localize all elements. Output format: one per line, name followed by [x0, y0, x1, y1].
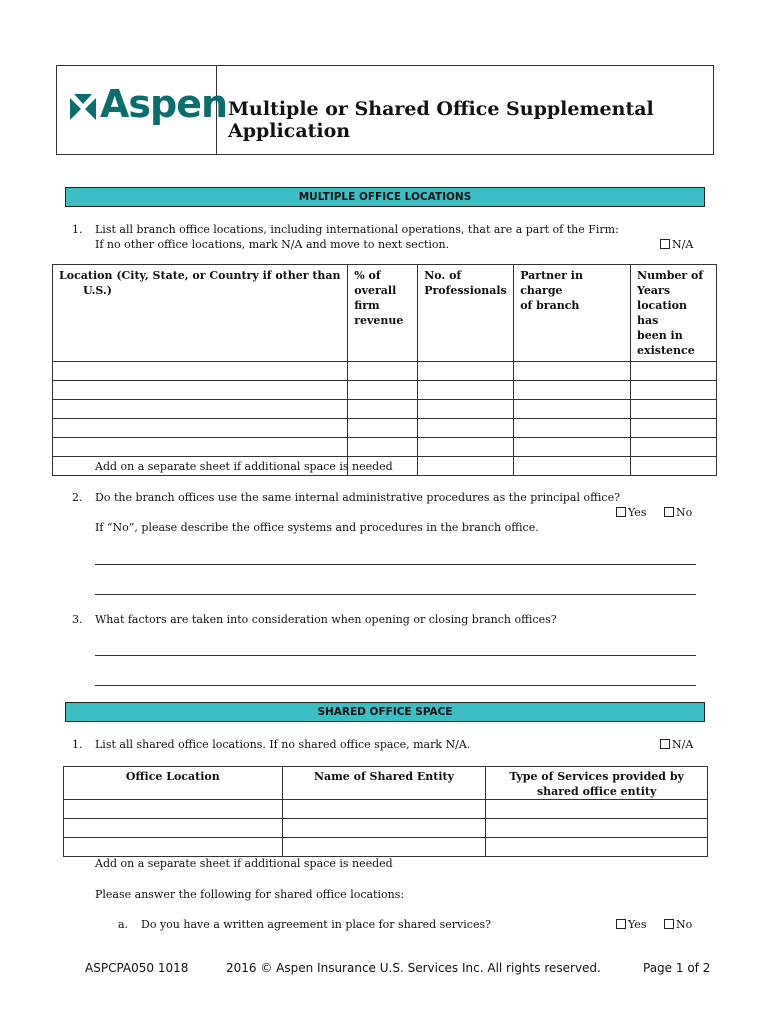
table-row — [64, 800, 708, 819]
table-cell[interactable] — [418, 381, 514, 400]
checkbox-icon — [664, 919, 674, 929]
table-cell[interactable] — [631, 362, 717, 381]
yes-label: Yes — [628, 918, 647, 931]
table-cell[interactable] — [486, 819, 708, 838]
table-header-row — [64, 767, 708, 800]
checkbox-icon — [616, 919, 626, 929]
page-title: Multiple or Shared Office Supplemental Application — [228, 98, 654, 142]
yes-checkbox-qa[interactable] — [616, 918, 646, 932]
col-partner-1: Partner in charge — [520, 269, 583, 297]
table-cell[interactable] — [418, 457, 514, 476]
col-location-cont: U.S.) — [83, 284, 112, 297]
table-cell[interactable] — [282, 800, 486, 819]
table-row — [64, 838, 708, 857]
logo-text: Aspen — [100, 82, 228, 126]
shared-office-table — [63, 766, 708, 857]
answer-line[interactable] — [95, 655, 696, 656]
col-partner-2: of branch — [520, 299, 580, 312]
col-years-1: Number of — [637, 269, 704, 282]
table-cell[interactable] — [514, 362, 631, 381]
q1-number: 1. — [72, 223, 83, 236]
page-number: Page 1 of 2 — [643, 961, 711, 975]
table-cell[interactable] — [348, 400, 418, 419]
table-cell[interactable] — [418, 419, 514, 438]
no-label: No — [676, 918, 693, 931]
col-years-2: Years — [637, 284, 671, 297]
table-cell[interactable] — [486, 838, 708, 857]
answer-line[interactable] — [95, 594, 696, 595]
table-cell[interactable] — [53, 362, 348, 381]
s2-q1-text: List all shared office locations. If no shared office space, mark N/A. — [95, 738, 471, 751]
col-shared-entity: Name of Shared Entity — [282, 767, 486, 800]
col-revenue-3: firm — [354, 299, 380, 312]
copyright: 2016 © Aspen Insurance U.S. Services Inc. All rights reserved. — [226, 961, 601, 975]
col-years-5: existence — [637, 344, 695, 357]
answer-line[interactable] — [95, 564, 696, 565]
no-checkbox-q2[interactable] — [664, 506, 692, 520]
section-heading-multiple-office: MULTIPLE OFFICE LOCATIONS — [65, 187, 705, 207]
table-row — [53, 362, 717, 381]
col-years-3: location has — [637, 299, 687, 327]
na-label: N/A — [672, 738, 694, 751]
table-cell[interactable] — [514, 400, 631, 419]
table-cell[interactable] — [348, 381, 418, 400]
table-cell[interactable] — [514, 419, 631, 438]
table-cell[interactable] — [53, 400, 348, 419]
checkbox-icon — [664, 507, 674, 517]
table-cell[interactable] — [53, 381, 348, 400]
table-cell[interactable] — [418, 438, 514, 457]
table-cell[interactable] — [418, 400, 514, 419]
answer-line[interactable] — [95, 685, 696, 686]
col-revenue-2: overall — [354, 284, 397, 297]
na-checkbox-2[interactable] — [660, 738, 693, 752]
qa-text: Do you have a written agreement in place for shared services? — [141, 918, 492, 931]
no-checkbox-qa[interactable] — [664, 918, 692, 932]
table-cell[interactable] — [486, 800, 708, 819]
table-cell[interactable] — [514, 381, 631, 400]
table-cell[interactable] — [514, 457, 631, 476]
col-services-2: shared office entity — [536, 785, 657, 798]
table-row — [53, 400, 717, 419]
checkbox-icon — [660, 239, 670, 249]
add-sheet-note-2: Add on a separate sheet if additional space is needed — [95, 857, 393, 870]
table-cell[interactable] — [631, 438, 717, 457]
q1-instruction: If no other office locations, mark N/A and move to next section. — [95, 238, 450, 251]
checkbox-icon — [660, 739, 670, 749]
table-row — [53, 419, 717, 438]
branch-locations-table — [52, 264, 717, 476]
yes-checkbox-q2[interactable] — [616, 506, 646, 520]
s2-q1-number: 1. — [72, 738, 83, 751]
col-professionals-1: No. of — [424, 269, 462, 282]
table-cell[interactable] — [282, 819, 486, 838]
table-cell[interactable] — [282, 838, 486, 857]
col-location: Location (City, State, or Country if other than — [59, 269, 341, 282]
table-cell[interactable] — [631, 457, 717, 476]
table-cell[interactable] — [631, 400, 717, 419]
table-row — [53, 438, 717, 457]
table-cell[interactable] — [514, 438, 631, 457]
leaf-icon — [68, 92, 98, 126]
col-revenue-1: % of — [354, 269, 381, 282]
q1-text: List all branch office locations, including international operations, that are a part of the Firm: — [95, 223, 619, 236]
q2-followup: If “No”, please describe the office systems and procedures in the branch office. — [95, 521, 539, 534]
table-cell[interactable] — [348, 419, 418, 438]
q3-number: 3. — [72, 613, 83, 626]
table-cell[interactable] — [631, 381, 717, 400]
col-services-1: Type of Services provided by — [509, 770, 684, 783]
table-row — [64, 819, 708, 838]
please-answer-text: Please answer the following for shared office locations: — [95, 888, 405, 901]
form-id: ASPCPA050 1018 — [85, 961, 189, 975]
q3-text: What factors are taken into consideration when opening or closing branch offices? — [95, 613, 557, 626]
table-cell[interactable] — [53, 438, 348, 457]
na-label: N/A — [672, 238, 694, 251]
col-years-4: been in — [637, 329, 683, 342]
table-cell[interactable] — [348, 438, 418, 457]
na-checkbox-1[interactable] — [660, 238, 693, 252]
aspen-logo — [68, 82, 228, 132]
yes-label: Yes — [628, 506, 647, 519]
col-revenue-4: revenue — [354, 314, 404, 327]
section-heading-shared-office: SHARED OFFICE SPACE — [65, 702, 705, 722]
col-office-location: Office Location — [64, 767, 283, 800]
table-cell[interactable] — [64, 819, 283, 838]
add-sheet-note: Add on a separate sheet if additional space is needed — [95, 460, 393, 473]
table-header-row — [53, 265, 717, 362]
qa-letter: a. — [118, 918, 129, 931]
table-row — [53, 381, 717, 400]
table-cell[interactable] — [64, 838, 283, 857]
table-cell[interactable] — [631, 419, 717, 438]
no-label: No — [676, 506, 693, 519]
q2-number: 2. — [72, 491, 83, 504]
col-professionals-2: Professionals — [424, 284, 507, 297]
table-cell[interactable] — [418, 362, 514, 381]
table-cell[interactable] — [53, 419, 348, 438]
table-cell[interactable] — [348, 362, 418, 381]
table-cell[interactable] — [64, 800, 283, 819]
q2-text: Do the branch offices use the same internal administrative procedures as the principal office? — [95, 491, 620, 504]
checkbox-icon — [616, 507, 626, 517]
